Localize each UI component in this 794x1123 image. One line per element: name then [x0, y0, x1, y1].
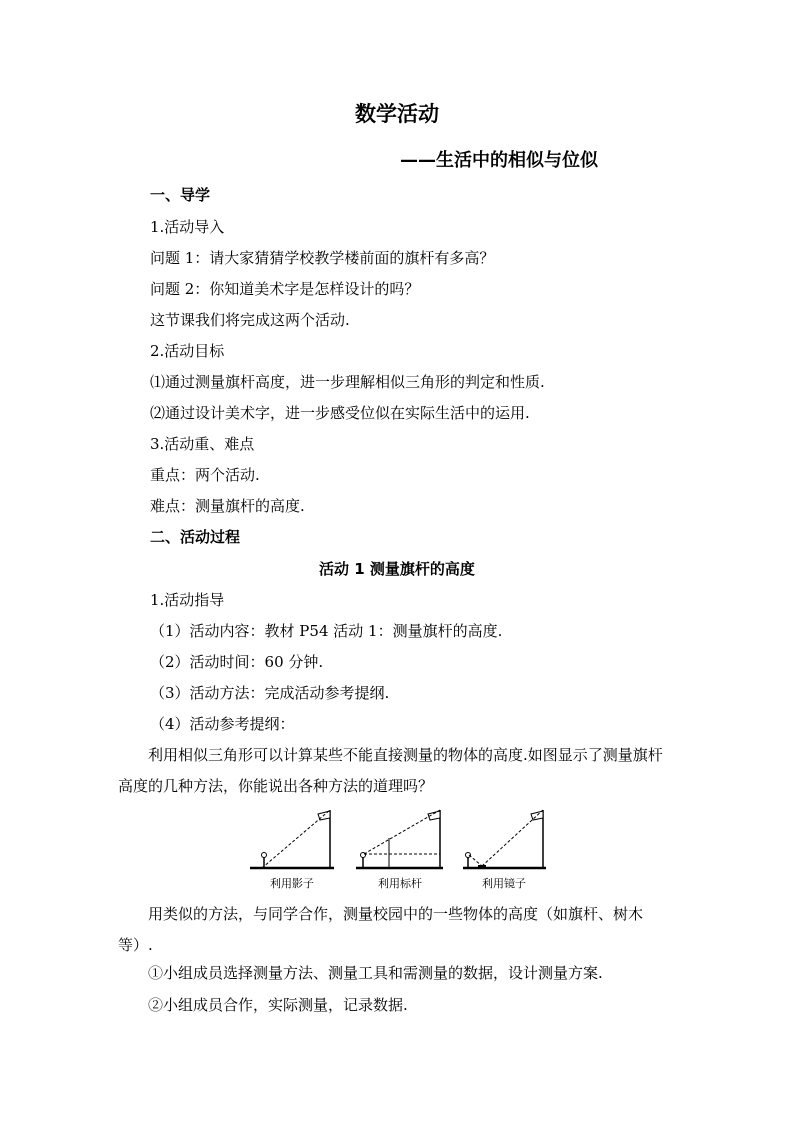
question-1: 问题 1：请大家猜猜学校教学楼前面的旗杆有多高？	[150, 249, 495, 267]
subsection-intro-title: 1.活动导入	[150, 218, 225, 236]
step-2: ②小组成员合作，实际测量，记录数据.	[148, 996, 408, 1014]
activity-item-outline: （4）活动参考提纲：	[150, 715, 295, 733]
mirror-method-diagram	[463, 810, 546, 890]
difficult-point: 难点：测量旗杆的高度.	[150, 497, 305, 515]
question-2: 问题 2：你知道美术字是怎样设计的吗？	[150, 280, 420, 298]
figure-caption-mirror: 利用镜子	[482, 877, 526, 890]
figure-caption-shadow: 利用影子	[270, 877, 314, 890]
activity-title: 活动 1 测量旗杆的高度	[319, 560, 475, 578]
intro-closing-text: 这节课我们将完成这两个活动.	[150, 311, 350, 329]
activity-item-method: （3）活动方法：完成活动参考提纲.	[150, 684, 390, 702]
activity-item-content: （1）活动内容：教材 P54 活动 1：测量旗杆的高度.	[150, 622, 503, 640]
key-point: 重点：两个活动.	[150, 466, 260, 484]
subsection-guide-title: 1.活动指导	[150, 591, 225, 609]
step-1: ①小组成员选择测量方法、测量工具和需测量的数据，设计测量方案.	[148, 964, 603, 982]
subsection-keypoints-title: 3.活动重、难点	[150, 435, 255, 453]
flagpole-measurement-figure	[248, 802, 548, 894]
document-subtitle: ——生活中的相似与位似	[400, 150, 598, 171]
activity-item-time: （2）活动时间：60 分钟.	[150, 653, 324, 671]
paragraph-methods: 利用相似三角形可以计算某些不能直接测量的物体的高度.如图显示了测量旗杆高度的几种方法，你能说出各种方法的道理吗？	[118, 746, 663, 795]
goal-2: ⑵通过设计美术字，进一步感受位似在实际生活中的运用.	[150, 404, 530, 422]
paragraph-cooperate: 用类似的方法，与同学合作，测量校园中的一些物体的高度（如旗杆、树木等）.	[118, 905, 644, 954]
pole-method-diagram	[356, 810, 443, 890]
section-heading-process: 二、活动过程	[150, 528, 241, 546]
document-title: 数学活动	[355, 102, 439, 126]
subsection-goals-title: 2.活动目标	[150, 342, 225, 360]
section-heading-guide: 一、导学	[150, 186, 211, 204]
shadow-method-diagram	[250, 810, 334, 890]
figure-caption-pole: 利用标杆	[378, 877, 422, 890]
goal-1: ⑴通过测量旗杆高度，进一步理解相似三角形的判定和性质.	[150, 373, 545, 391]
